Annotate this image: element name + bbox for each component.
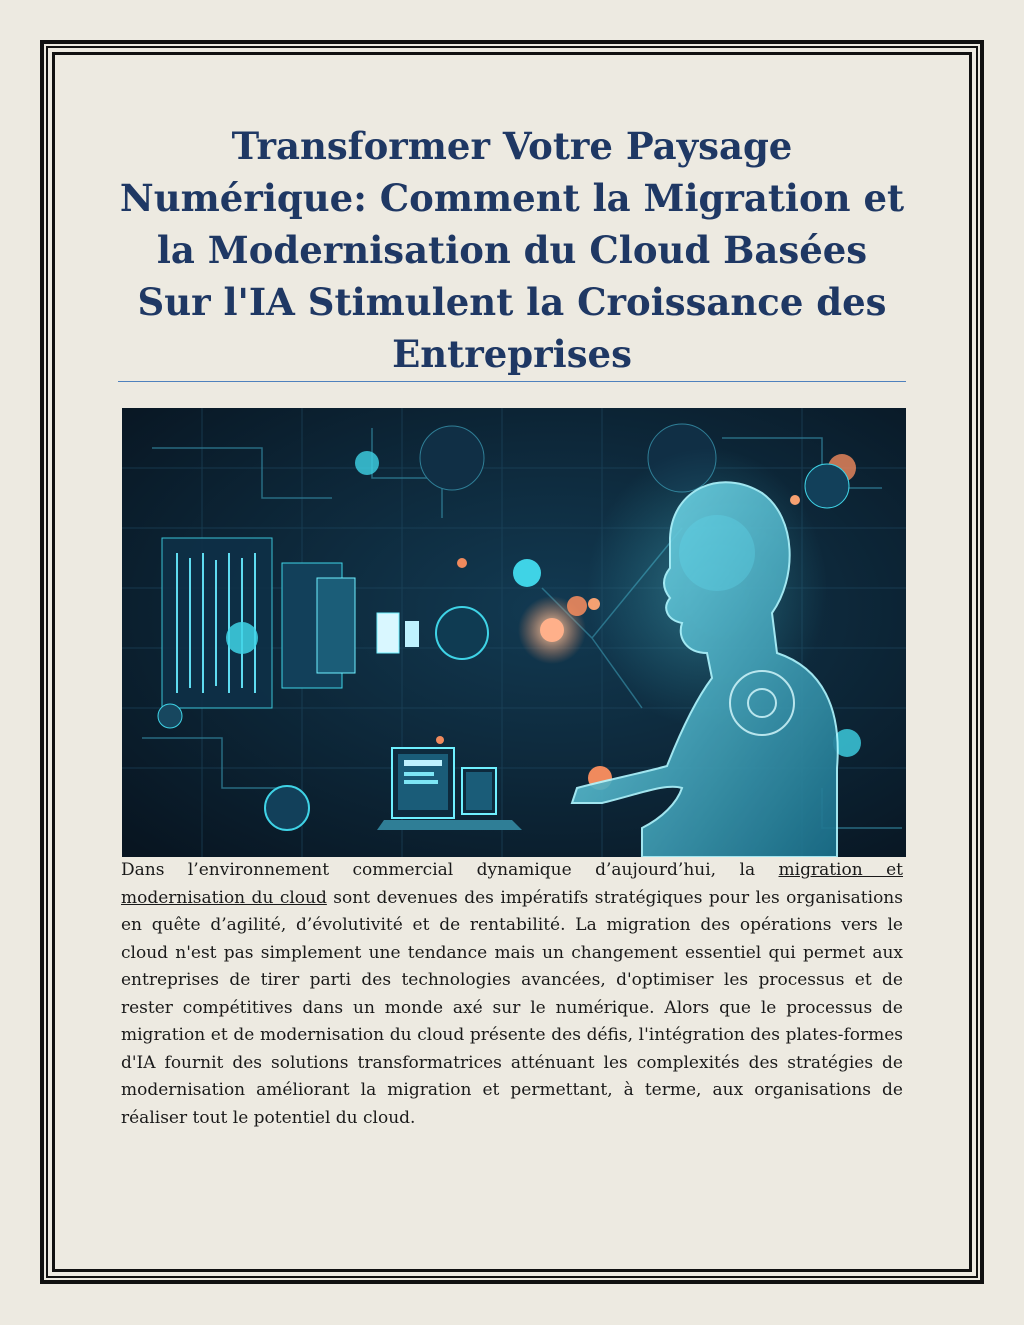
intro-paragraph <box>121 857 903 1132</box>
document-title: Transformer Votre Paysage Numérique: Comment la Migration et la Modernisation du Cloud Basées Sur l'IA Stimulent la Croissance des Entreprises <box>119 124 905 376</box>
title-underline-rule <box>118 381 906 382</box>
paragraph-text-lead: Dans l’environnement commercial dynamique d’aujourd’hui, la <box>121 860 779 880</box>
cloud-migration-link[interactable]: migration et modernisation du cloud <box>121 860 903 908</box>
paragraph-text-body: sont devenues des impératifs stratégiques pour les organisations en quête d’agilité, d’évolutivité et de rentabilité. La migration des opérations vers le cloud n'est pas simplement une tendance mais un changement essentiel qui permet aux entreprises de tirer parti des technologies avancées, d'optimiser les processus et de rester compétitives dans un monde axé sur le numérique. Alors que le processus de migration et de modernisation du cloud présente des défis, l'intégration des plates-formes d'IA fournit des solutions transformatrices atténuant les complexités des stratégies de modernisation améliorant la migration et permettant, à terme, aux organisations de réaliser tout le potentiel du cloud. <box>121 887 903 1128</box>
ai-cloud-illustration <box>122 408 906 857</box>
